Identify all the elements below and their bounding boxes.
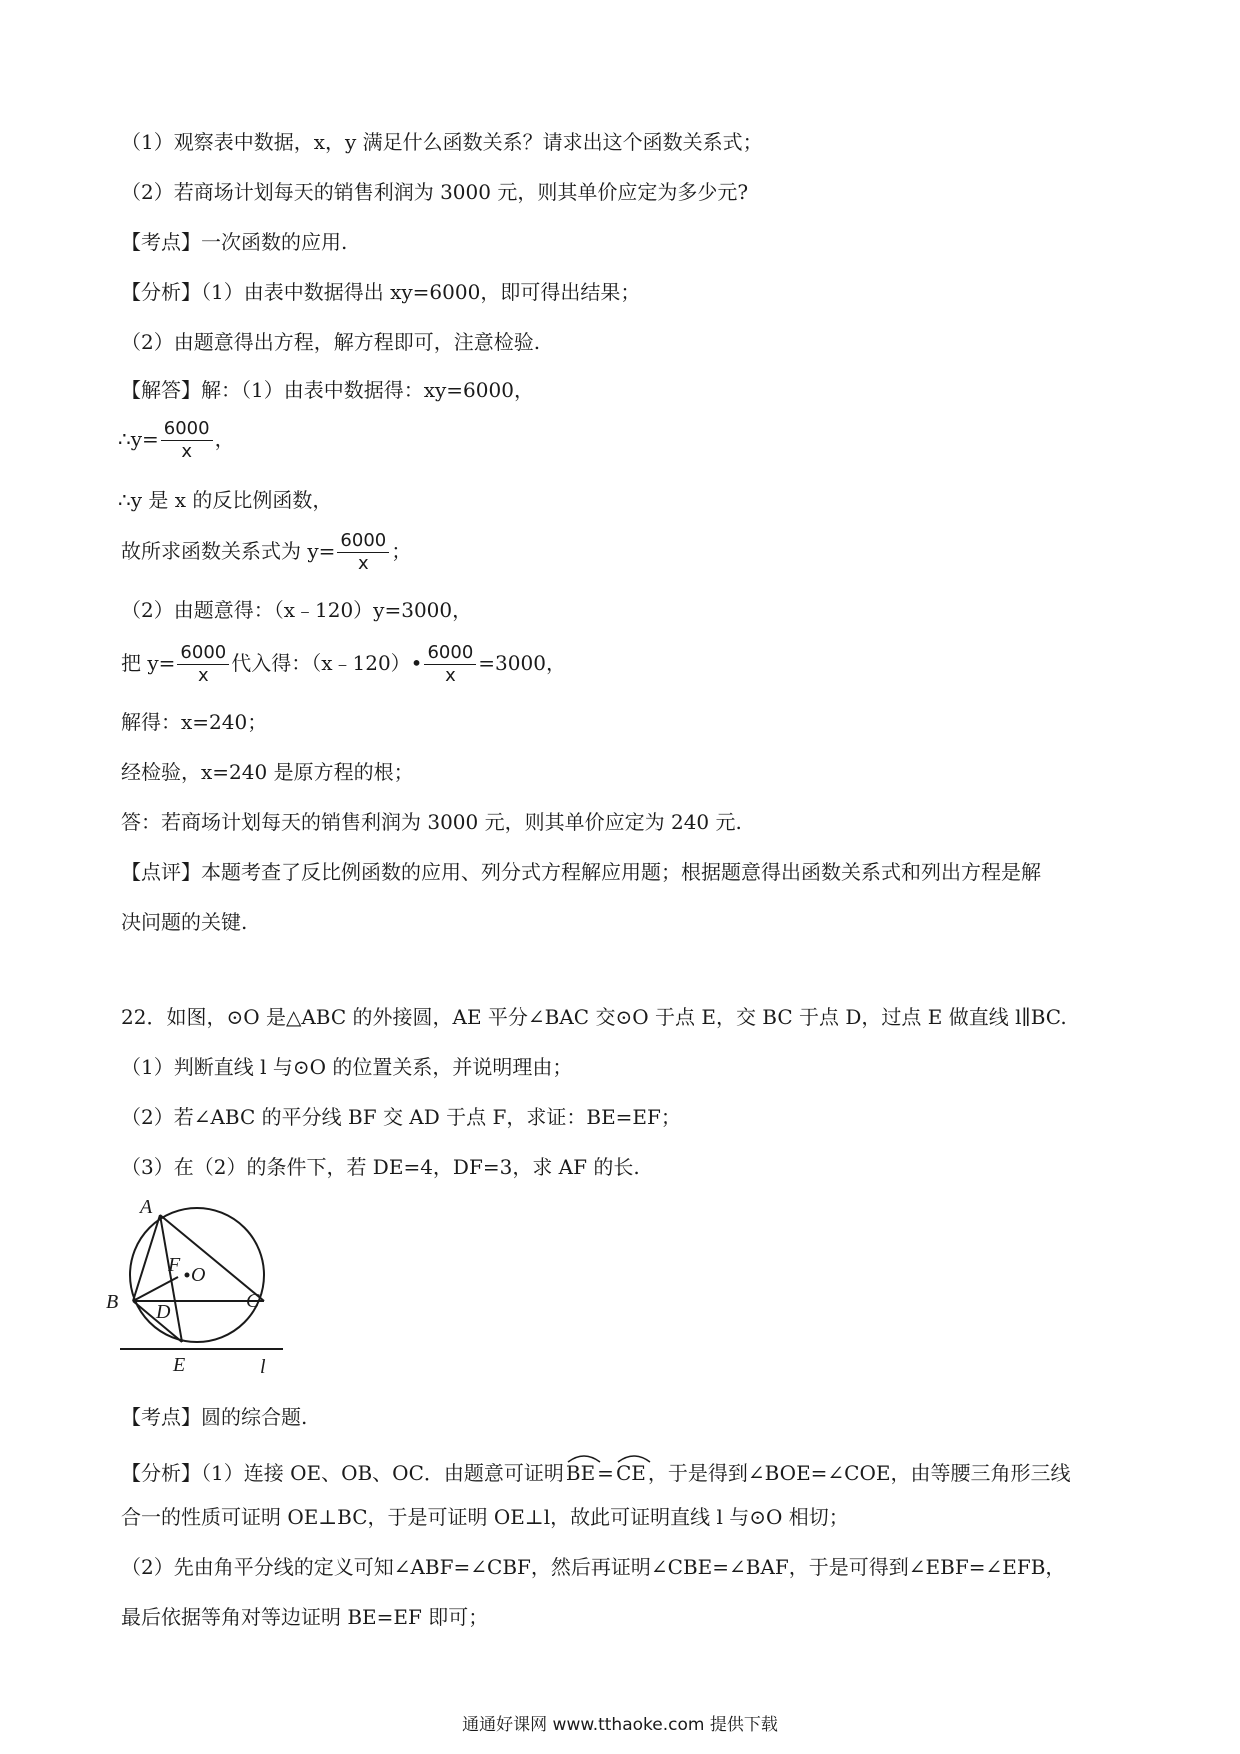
text-line: （2）若商场计划每天的销售利润为 3000 元，则其单价应定为多少元? [121,180,749,204]
text-line: 决问题的关键. [121,910,248,934]
label-l: l [260,1356,266,1378]
question-22-part-2: （2）若∠ABC 的平分线 BF 交 AD 于点 F，求证：BE=EF； [121,1105,681,1129]
fraction [177,642,229,687]
text-segment: 把 y= [121,651,176,675]
text-segment: ∴y= [118,427,159,451]
text-line: 解得：x=240； [121,710,268,734]
arc-be [566,1455,595,1485]
label-b: B [106,1291,119,1313]
arc-label: CE [615,1461,646,1485]
text-line: （2）先由角平分线的定义可知∠ABF=∠CBF，然后再证明∠CBE=∠BAF，于是可得到∠EBF=∠EFB， [121,1555,1066,1579]
text-line: 答：若商场计划每天的销售利润为 3000 元，则其单价应定为 240 元. [121,810,742,834]
label-o: O [191,1264,206,1286]
text-line: （1）观察表中数据，x，y 满足什么函数关系？请求出这个函数关系式； [121,130,763,154]
fraction-denominator: x [445,665,456,686]
label-a: A [140,1196,153,1218]
center-point-o [185,1273,190,1278]
formula-line [121,642,566,687]
text-line: （2）由题意得：（x﹣120）y=3000， [121,598,473,622]
question-22-part-1: （1）判断直线 l 与⊙O 的位置关系，并说明理由； [121,1055,573,1079]
fraction-numerator: 6000 [161,418,213,441]
text-line: 【点评】本题考查了反比例函数的应用、列分式方程解应用题；根据题意得出函数关系式和列出方程是解 [121,860,1041,884]
fraction-denominator: x [198,665,209,686]
fraction [424,642,476,687]
label-d: D [156,1301,171,1323]
formula-line [118,418,235,463]
geometry-figure [106,1193,298,1383]
text-line: 【考点】一次函数的应用. [121,230,348,254]
text-segment: ，于是得到∠BOE=∠COE，由等腰三角形三线 [647,1461,1071,1485]
fraction [337,530,389,575]
arc-mark-icon [616,1453,652,1463]
text-line: 【分析】（1）由表中数据得出 xy=6000，即可得出结果； [121,280,641,304]
formula-line [121,530,411,575]
label-c: C [246,1290,260,1312]
text-segment: 代入得：（x﹣120）• [231,651,423,675]
text-segment: 故所求函数关系式为 y= [121,539,336,563]
question-22: 22．如图，⊙O 是△ABC 的外接圆，AE 平分∠BAC 交⊙O 于点 E，交 BC 于点 D，过点 E 做直线 l∥BC. [121,1005,1067,1029]
text-segment: 【分析】（1）连接 OE、OB、OC．由题意可证明 [121,1461,564,1485]
text-line: ∴y 是 x 的反比例函数， [118,488,333,512]
fraction-denominator: x [181,441,193,462]
analysis-line [121,1455,1070,1485]
text-segment: ， [214,427,235,451]
fraction-numerator: 6000 [177,642,229,665]
question-22-part-3: （3）在（2）的条件下，若 DE=4，DF=3，求 AF 的长. [121,1155,640,1179]
text-line: 最后依据等角对等边证明 BE=EF 即可； [121,1605,489,1629]
text-segment: ； [391,539,412,563]
text-line: 合一的性质可证明 OE⊥BC，于是可证明 OE⊥l，故此可证明直线 l 与⊙O 相切； [121,1505,849,1529]
label-f: F [168,1254,181,1276]
fraction-numerator: 6000 [424,642,476,665]
arc-label: BE [565,1461,596,1485]
fraction-numerator: 6000 [337,530,389,553]
fraction-denominator: x [358,553,369,574]
text-line: 【解答】解：（1）由表中数据得：xy=6000， [121,378,534,402]
arc-mark-icon [566,1453,602,1463]
arc-ce [616,1455,646,1485]
text-segment: =3000， [478,651,566,675]
page-footer: 通通好课网 www.tthaoke.com 提供下载 [462,1715,778,1735]
text-line: 【考点】圆的综合题. [121,1405,308,1429]
label-e: E [173,1354,186,1376]
text-line: 经检验，x=240 是原方程的根； [121,760,414,784]
text-line: （2）由题意得出方程，解方程即可，注意检验. [121,330,541,354]
fraction [161,418,213,463]
text-segment: = [597,1461,614,1485]
